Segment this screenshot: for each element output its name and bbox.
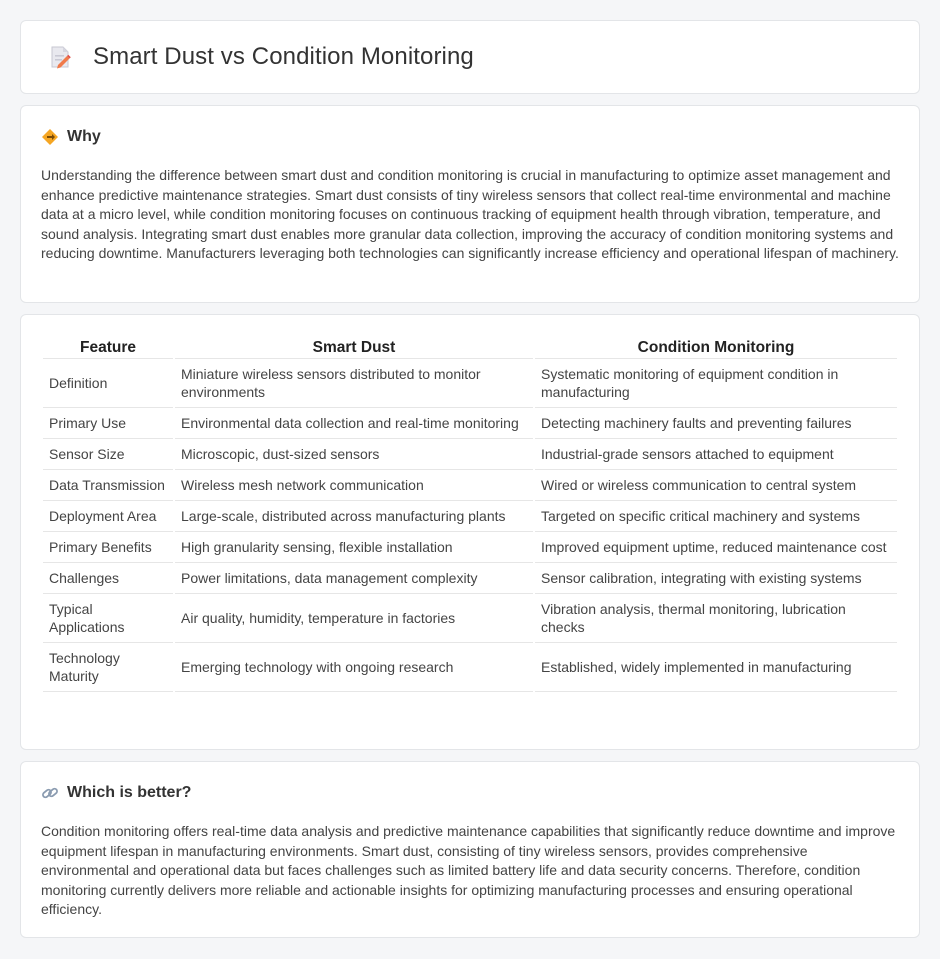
condition-monitoring-cell: Vibration analysis, thermal monitoring, lubrication checks: [535, 594, 897, 643]
condition-monitoring-cell: Established, widely implemented in manufacturing: [535, 643, 897, 692]
why-section: [20, 105, 920, 303]
smart-dust-cell: Large-scale, distributed across manufacturing plants: [175, 501, 533, 532]
feature-cell: Challenges: [43, 563, 173, 594]
comparison-table: [41, 337, 899, 692]
table-row: [43, 532, 897, 563]
table-row: [43, 643, 897, 692]
table-row: [43, 359, 897, 408]
condition-monitoring-cell: Detecting machinery faults and preventing failures: [535, 408, 897, 439]
condition-monitoring-cell: Improved equipment uptime, reduced maintenance cost: [535, 532, 897, 563]
why-heading: [41, 128, 899, 146]
feature-cell: Definition: [43, 359, 173, 408]
better-text: Condition monitoring offers real-time data analysis and predictive maintenance capabilities that significantly reduce downtime and improve equipment lifespan in manufacturing environments. Smart dust, consisting of tiny wireless sensors, provides comprehensive environmental and operational data but faces challenges such as limited battery life and data security concerns. Therefore, condition monitoring currently delivers more reliable and actionable insights for optimizing manufacturing processes and ensuring operational efficiency.: [41, 823, 896, 917]
feature-cell: Deployment Area: [43, 501, 173, 532]
table-row: [43, 470, 897, 501]
smart-dust-cell: Microscopic, dust-sized sensors: [175, 439, 533, 470]
which-is-better-section: [20, 761, 920, 938]
better-heading: [41, 784, 899, 802]
table-row: [43, 594, 897, 643]
header-smart-dust: Smart Dust: [175, 337, 533, 359]
feature-cell: Primary Use: [43, 408, 173, 439]
condition-monitoring-cell: Wired or wireless communication to central system: [535, 470, 897, 501]
smart-dust-cell: Air quality, humidity, temperature in factories: [175, 594, 533, 643]
page-title: Smart Dust vs Condition Monitoring: [93, 43, 474, 70]
smart-dust-cell: Wireless mesh network communication: [175, 470, 533, 501]
condition-monitoring-cell: Targeted on specific critical machinery and systems: [535, 501, 897, 532]
smart-dust-cell: Miniature wireless sensors distributed to monitor environments: [175, 359, 533, 408]
smart-dust-cell: Power limitations, data management complexity: [175, 563, 533, 594]
feature-cell: Primary Benefits: [43, 532, 173, 563]
table-row: [43, 501, 897, 532]
diamond-warning-icon: [41, 128, 59, 146]
smart-dust-cell: High granularity sensing, flexible installation: [175, 532, 533, 563]
comparison-table-card: [20, 314, 920, 750]
why-title: Why: [67, 128, 101, 145]
condition-monitoring-cell: Sensor calibration, integrating with existing systems: [535, 563, 897, 594]
table-row: [43, 408, 897, 439]
condition-monitoring-cell: Industrial-grade sensors attached to equipment: [535, 439, 897, 470]
title-card: [20, 20, 920, 94]
header-condition-monitoring: Condition Monitoring: [535, 337, 897, 359]
smart-dust-cell: Emerging technology with ongoing research: [175, 643, 533, 692]
better-title: Which is better?: [67, 784, 192, 801]
why-text: Understanding the difference between smart dust and condition monitoring is crucial in manufacturing to optimize asset management and enhance predictive maintenance strategies. Smart dust consists of tiny wireless sensors that collect real-time environmental and machine data at a micro level, while condition monitoring focuses on continuous tracking of equipment health through vibration, temperature, and sound analysis. Integrating smart dust enables more granular data collection, improving the accuracy of condition monitoring systems and reducing downtime. Manufacturers leveraging both technologies can significantly increase efficiency and operational lifespan of machinery.: [41, 167, 899, 261]
table-row: [43, 563, 897, 594]
feature-cell: Data Transmission: [43, 470, 173, 501]
feature-cell: Technology Maturity: [43, 643, 173, 692]
feature-cell: Sensor Size: [43, 439, 173, 470]
header-feature: Feature: [43, 337, 173, 359]
link-icon: [41, 784, 59, 802]
feature-cell: Typical Applications: [43, 594, 173, 643]
document-pencil-icon: [47, 44, 73, 70]
smart-dust-cell: Environmental data collection and real-time monitoring: [175, 408, 533, 439]
table-header-row: [43, 337, 897, 359]
table-row: [43, 439, 897, 470]
condition-monitoring-cell: Systematic monitoring of equipment condition in manufacturing: [535, 359, 897, 408]
